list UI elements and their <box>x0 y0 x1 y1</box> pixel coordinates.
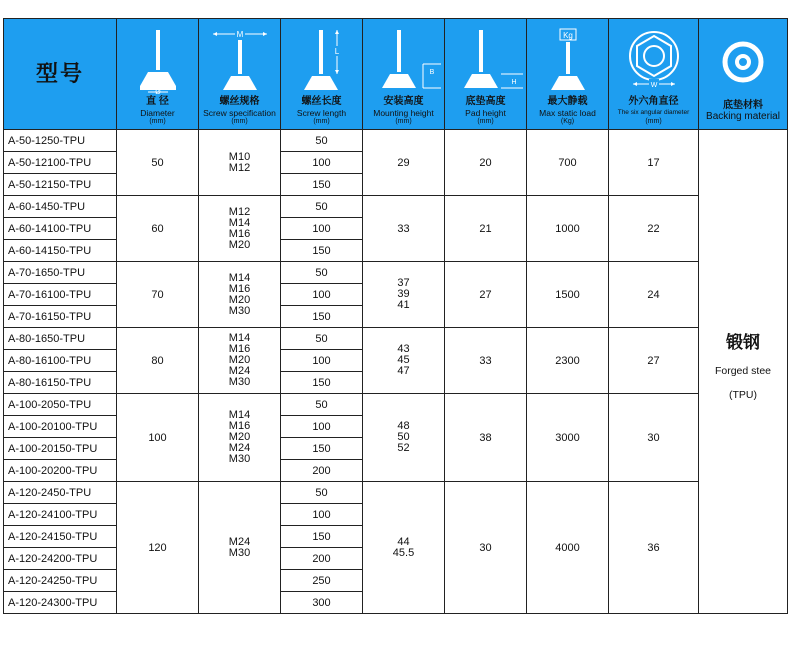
pad-height-header <box>445 19 527 130</box>
screw-spec-cell <box>199 482 281 614</box>
model-cell: A-50-1250-TPU <box>4 130 117 152</box>
hex-nut-icon <box>619 28 689 94</box>
table-row <box>4 328 788 350</box>
mounting-height-value: 50 <box>397 431 410 443</box>
screw-spec-value: M30 <box>228 304 251 317</box>
mounting-height-mark: B <box>429 69 434 76</box>
material-en: Forged stee <box>714 364 772 377</box>
mounting-height-icon <box>367 28 441 94</box>
diameter-zh: 直 径 <box>146 96 169 107</box>
pad-height-cell: 20 <box>445 130 527 196</box>
screw-spec-cell <box>199 196 281 262</box>
screw-spec-cell <box>199 328 281 394</box>
mounting-height-cell <box>363 196 445 262</box>
mounting-height-value: 33 <box>397 222 410 235</box>
screw-spec-en: Screw specification <box>203 108 276 118</box>
diameter-cell: 80 <box>117 328 199 394</box>
max-load-zh: 最大静载 <box>547 96 588 107</box>
screw-spec-value: M14 <box>228 409 251 421</box>
screw-spec-value: M30 <box>228 453 251 465</box>
model-cell: A-60-1450-TPU <box>4 196 117 218</box>
screw-spec-value: M20 <box>228 293 251 306</box>
table-row <box>4 130 788 152</box>
mounting-height-value: 52 <box>397 442 410 454</box>
leveling-foot-icon <box>128 28 188 94</box>
screw-length-en: Screw length <box>296 108 347 118</box>
pad-height-cell: 38 <box>445 394 527 482</box>
screw-spec-unit: (mm) <box>231 118 248 125</box>
max-load-en: Max static load <box>539 108 596 118</box>
mounting-height-value: 43 <box>397 343 410 355</box>
pad-height-icon <box>449 28 523 94</box>
screw-length-cell: 250 <box>281 570 363 592</box>
hex-diameter-en: The six angular diameter <box>617 109 690 116</box>
model-cell: A-120-24250-TPU <box>4 570 117 592</box>
model-cell: A-80-16100-TPU <box>4 350 117 372</box>
screw-spec-value: M20 <box>228 431 251 443</box>
model-cell: A-120-24300-TPU <box>4 592 117 614</box>
mounting-height-cell <box>363 328 445 394</box>
max-load-icon <box>533 28 603 94</box>
screw-spec-value: M24 <box>228 442 251 454</box>
mounting-height-cell <box>363 394 445 482</box>
max-load-cell: 1000 <box>527 196 609 262</box>
svg-text:Ø: Ø <box>154 89 161 94</box>
hex-diameter-header <box>609 19 699 130</box>
mounting-height-value: 29 <box>397 156 410 169</box>
table-row <box>4 262 788 284</box>
screw-spec-icon <box>205 28 275 94</box>
hex-diameter-cell: 27 <box>609 328 699 394</box>
mounting-height-cell <box>363 262 445 328</box>
screw-length-cell: 150 <box>281 174 363 196</box>
hex-diameter-cell: 24 <box>609 262 699 328</box>
max-load-mark: Kg <box>562 31 573 40</box>
mounting-height-cell <box>363 130 445 196</box>
backing-material-zh: 底垫材料 <box>723 100 763 111</box>
screw-length-cell: 300 <box>281 592 363 614</box>
screw-length-unit: (mm) <box>313 118 330 125</box>
mounting-height-unit: (mm) <box>395 118 412 125</box>
model-cell: A-100-20200-TPU <box>4 460 117 482</box>
screw-spec-value: M12 <box>228 161 251 174</box>
model-cell: A-100-2050-TPU <box>4 394 117 416</box>
model-cell: A-50-12100-TPU <box>4 152 117 174</box>
model-cell: A-100-20150-TPU <box>4 438 117 460</box>
screw-spec-value: M30 <box>228 376 251 388</box>
mounting-height-value: 45.5 <box>392 546 415 559</box>
screw-spec-cell <box>199 394 281 482</box>
screw-length-cell: 150 <box>281 372 363 394</box>
diameter-cell: 50 <box>117 130 199 196</box>
screw-length-cell: 150 <box>281 240 363 262</box>
screw-length-cell: 50 <box>281 130 363 152</box>
diameter-en: Diameter <box>140 108 175 118</box>
max-load-cell: 4000 <box>527 482 609 614</box>
screw-spec-value: M10 <box>228 150 251 163</box>
table-row <box>4 394 788 416</box>
screw-spec-value: M14 <box>228 271 251 284</box>
model-cell: A-60-14100-TPU <box>4 218 117 240</box>
screw-spec-value: M16 <box>228 282 251 295</box>
screw-spec-value: M20 <box>228 354 251 366</box>
diameter-cell: 120 <box>117 482 199 614</box>
model-cell: A-80-1650-TPU <box>4 328 117 350</box>
screw-length-cell: 100 <box>281 284 363 306</box>
screw-spec-value: M16 <box>228 420 251 432</box>
model-cell: A-120-24100-TPU <box>4 504 117 526</box>
hex-mark: W <box>650 82 657 89</box>
pad-height-cell: 21 <box>445 196 527 262</box>
backing-material-cell <box>699 130 788 614</box>
model-cell: A-80-16150-TPU <box>4 372 117 394</box>
max-load-unit: (Kg) <box>560 118 575 125</box>
pad-height-mark: H <box>510 79 517 86</box>
hex-diameter-unit: (mm) <box>645 118 662 125</box>
mounting-height-value: 48 <box>397 420 410 432</box>
screw-spec-value: M12 <box>228 205 251 218</box>
screw-spec-zh: 螺丝规格 <box>219 96 260 107</box>
screw-length-cell: 100 <box>281 218 363 240</box>
screw-length-header <box>281 19 363 130</box>
pad-height-en: Pad height <box>465 108 506 118</box>
model-cell: A-120-24200-TPU <box>4 548 117 570</box>
screw-spec-value: M24 <box>228 535 251 548</box>
hex-diameter-cell: 22 <box>609 196 699 262</box>
diameter-unit: (mm) <box>149 118 166 125</box>
mounting-height-header <box>363 19 445 130</box>
screw-length-cell: 50 <box>281 394 363 416</box>
mounting-height-value: 47 <box>397 365 410 377</box>
screw-spec-header <box>199 19 281 130</box>
max-load-header <box>527 19 609 130</box>
mounting-height-en: Mounting height <box>373 108 434 118</box>
max-load-cell: 1500 <box>527 262 609 328</box>
pad-height-unit: (mm) <box>477 118 494 125</box>
mounting-height-value: 45 <box>397 354 410 366</box>
screw-spec-mark: M <box>236 30 243 39</box>
pad-height-cell: 30 <box>445 482 527 614</box>
screw-length-cell: 100 <box>281 152 363 174</box>
screw-length-cell: 150 <box>281 438 363 460</box>
screw-spec-value: M14 <box>228 332 251 344</box>
diameter-cell: 100 <box>117 394 199 482</box>
screw-spec-cell <box>199 262 281 328</box>
screw-spec-value: M16 <box>228 343 251 355</box>
hex-diameter-cell: 30 <box>609 394 699 482</box>
screw-length-cell: 150 <box>281 306 363 328</box>
model-cell: A-120-24150-TPU <box>4 526 117 548</box>
mounting-height-value: 44 <box>397 535 410 548</box>
screw-spec-value: M24 <box>228 365 251 377</box>
screw-length-icon <box>287 28 357 94</box>
mounting-height-zh: 安装高度 <box>383 96 424 107</box>
pad-height-cell: 27 <box>445 262 527 328</box>
diameter-cell: 70 <box>117 262 199 328</box>
screw-length-zh: 螺丝长度 <box>301 96 342 107</box>
table-row <box>4 196 788 218</box>
screw-length-cell: 50 <box>281 262 363 284</box>
screw-length-cell: 200 <box>281 548 363 570</box>
header-row <box>4 19 788 130</box>
spec-table <box>3 18 788 614</box>
screw-length-cell: 100 <box>281 416 363 438</box>
model-cell: A-60-14150-TPU <box>4 240 117 262</box>
screw-length-cell: 100 <box>281 504 363 526</box>
hex-diameter-zh: 外六角直径 <box>628 96 679 107</box>
screw-spec-value: M14 <box>228 216 251 229</box>
screw-length-mark: L <box>334 47 339 56</box>
hex-diameter-cell: 36 <box>609 482 699 614</box>
model-cell: A-70-1650-TPU <box>4 262 117 284</box>
model-cell: A-70-16150-TPU <box>4 306 117 328</box>
model-cell: A-120-2450-TPU <box>4 482 117 504</box>
model-cell: A-50-12150-TPU <box>4 174 117 196</box>
spec-table-body <box>4 130 788 614</box>
mounting-height-value: 37 <box>397 277 410 289</box>
model-header: 型号 <box>4 19 117 130</box>
screw-length-cell: 100 <box>281 350 363 372</box>
hex-diameter-cell: 17 <box>609 130 699 196</box>
screw-spec-value: M16 <box>228 227 251 240</box>
screw-length-cell: 150 <box>281 526 363 548</box>
screw-length-cell: 200 <box>281 460 363 482</box>
mounting-height-cell <box>363 482 445 614</box>
pad-height-cell: 33 <box>445 328 527 394</box>
material-zh: 锻钢 <box>726 332 760 352</box>
mounting-height-value: 41 <box>397 299 410 311</box>
screw-spec-value: M20 <box>228 238 251 251</box>
pad-height-zh: 底垫高度 <box>465 96 506 107</box>
max-load-cell: 2300 <box>527 328 609 394</box>
max-load-cell: 700 <box>527 130 609 196</box>
diameter-header <box>117 19 199 130</box>
model-cell: A-70-16100-TPU <box>4 284 117 306</box>
max-load-cell: 3000 <box>527 394 609 482</box>
material-sub: (TPU) <box>729 388 757 401</box>
diameter-cell: 60 <box>117 196 199 262</box>
screw-length-cell: 50 <box>281 196 363 218</box>
screw-spec-cell <box>199 130 281 196</box>
backing-material-header <box>699 19 788 130</box>
screw-length-cell: 50 <box>281 482 363 504</box>
screw-length-cell: 50 <box>281 328 363 350</box>
mounting-height-value: 39 <box>397 288 410 300</box>
backing-material-en: Backing material <box>706 111 780 122</box>
table-row <box>4 482 788 504</box>
pad-ring-icon <box>708 32 778 98</box>
model-cell: A-100-20100-TPU <box>4 416 117 438</box>
screw-spec-value: M30 <box>228 546 251 559</box>
